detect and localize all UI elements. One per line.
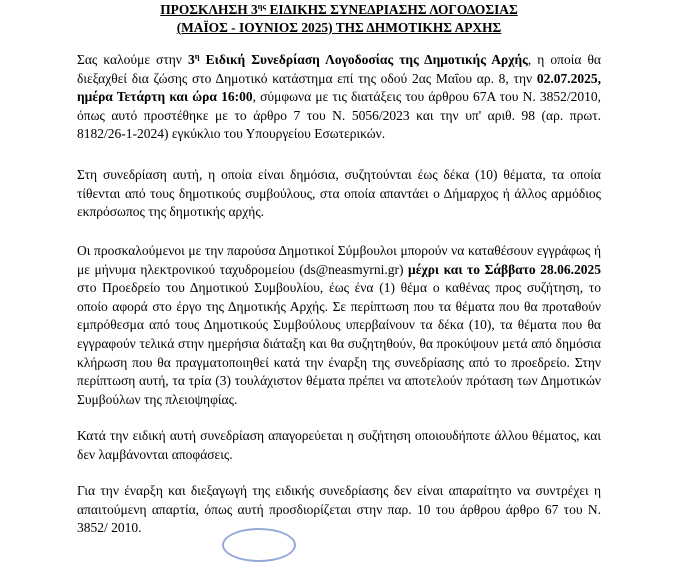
document-heading-line-2: (ΜΑΪΟΣ - ΙΟΥΝΙΟΣ 2025) ΤΗΣ ΔΗΜΟΤΙΚΗΣ ΑΡΧΗΣ	[176, 20, 502, 35]
submission-deadline: μέχρι και το Σάββατο 28.06.2025	[408, 261, 601, 277]
paragraph-quorum: Για την έναρξη και διεξαγωγή της ειδικής συνεδρίασης δεν είναι απαραίτητο να συντρέχει η απαιτούμενη απαρτία, όπως αυτή προσδιορίζεται στην παρ. 10 του άρθρου άρθρο 67 του Ν. 3852/ 2010.	[77, 483, 601, 536]
session-title-text: Ειδική Συνεδρίαση Λογοδοσίας της Δημοτικής Αρχής	[199, 52, 528, 67]
paragraph-text: , σύμφωνα με τις διατάξεις του άρθρου 67Α του Ν. 3852/2010, όπως αυτό προστέθηκε με το άρθρο 7 του Ν. 5056/2023 και την υπ' αριθ. 98 (αρ. πρωτ. 8182/26-1-2024) εγκύκλιο του Υπουργείου Εσωτερικών.	[77, 89, 602, 142]
paragraph-session-topics: Στη συνεδρίαση αυτή, η οποία είναι δημόσια, συζητούνται έως δέκα (10) θέματα, τα οποία τίθενται από τους δημοτικούς συμβούλους, στα οποία απαντάει ο Δήμαρχος ή άλλος αρμόδιος εκπρόσωπος της δημοτικής αρχής.	[77, 167, 601, 220]
session-date-time: 02.07.2025, ημέρα Τετάρτη και ώρα 16:00	[77, 70, 601, 105]
paragraph-invitation	[77, 51, 601, 144]
document-heading-line-1	[0, 2, 678, 18]
session-title	[188, 52, 528, 67]
session-number: 3	[187, 52, 195, 67]
heading-ordinal-suffix: ης	[257, 1, 267, 11]
paragraph-submission-rules	[77, 242, 601, 409]
paragraph-text: , η οποία θα διεξαχθεί δια ζώσης στο Δημοτικό κατάστημα επί της οδού 2ας Μαΐου αρ. 8, την	[77, 52, 601, 86]
paragraph-text: Οι προσκαλούμενοι με την παρούσα Δημοτικοί Σύμβουλοι μπορούν να καταθέσουν εγγράφως ή με μήνυμα ηλεκτρονικού ταχυδρομείου (ds@neasmyrni.gr)	[77, 243, 601, 277]
paragraph-text: στο Προεδρείο του Δημοτικού Συμβουλίου, έως ένα (1) θέμα ο καθένας προς συζήτηση, το οποίο αφορά στο έργο της Δημοτικής Αρχής. Σε περίπτωση που τα θέματα που θα προταθούν εμπρόθεσμα από τους Δημοτικούς Συμβούλους υπερβαίνουν τα δέκα (10), τα θέματα που θα εγγραφούν τελικά στην ημερήσια διάταξη και θα συζητηθούν, θα προκύψουν μετά από δημόσια κλήρωση που θα πραγματοποιηθεί κατά την έναρξη της συνεδρίασης από το προεδρείο. Στην περίπτωση αυτή, τα τρία (3) τουλάχιστον θέματα πρέπει να αποτελούν πρόταση των Δημοτικών Συμβούλων της πλειοψηφίας.	[77, 280, 601, 407]
paragraph-restrictions: Κατά την ειδική αυτή συνεδρίαση απαγορεύεται η συζήτηση οποιουδήποτε άλλου θέματος, και δεν λαμβάνονται αποφάσεις.	[77, 428, 601, 462]
heading-text-start: ΠΡΟΣΚΛΗΣΗ 3	[160, 2, 258, 17]
official-stamp	[222, 528, 296, 562]
heading-text-end: ΕΙΔΙΚΗΣ ΣΥΝΕΔΡΙΑΣΗΣ ΛΟΓΟΔΟΣΙΑΣ	[266, 2, 518, 17]
paragraph-text: Σας καλούμε στην	[77, 52, 188, 67]
session-ordinal-suffix: η	[194, 51, 200, 61]
